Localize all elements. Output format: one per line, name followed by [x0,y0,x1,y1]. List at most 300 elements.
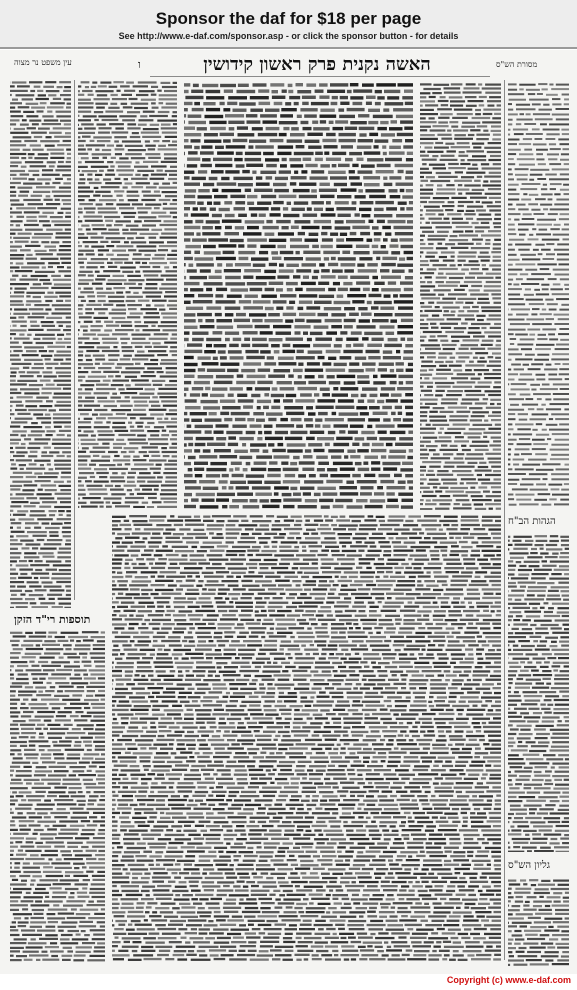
text-glyph-run [11,602,28,604]
text-glyph-run [516,108,536,110]
text-glyph-run [404,648,420,650]
text-glyph-run [88,732,105,734]
text-glyph-run [58,930,63,932]
text-glyph-run [82,829,96,831]
sponsor-banner-subtitle[interactable]: See http://www.e-daf.com/sponsor.asp - or click the sponsor button - for details [118,31,459,41]
text-glyph-run [310,550,318,552]
text-glyph-run [279,533,286,535]
text-glyph-run [520,254,536,256]
text-glyph-run [293,275,300,278]
text-glyph-run [86,695,93,697]
text-glyph-run [488,415,501,417]
text-glyph-run [461,601,465,603]
text-glyph-run [318,375,324,378]
text-glyph-run [329,121,334,124]
text-glyph-run [157,120,177,122]
text-glyph-run [420,508,432,510]
text-glyph-run [487,151,501,153]
text-glyph-run [372,226,379,229]
text-glyph-run [258,369,270,372]
text-glyph-run [540,313,552,315]
text-glyph-run [199,480,215,483]
text-glyph-run [163,623,175,625]
text-glyph-run [34,460,50,462]
sponsor-banner[interactable] [0,0,577,49]
text-glyph-run [453,495,468,497]
text-glyph-run [420,121,437,123]
text-glyph-run [29,560,33,562]
text-glyph-run [358,269,377,272]
text-glyph-run [389,176,401,179]
text-glyph-run [48,749,62,751]
text-glyph-run [207,554,223,556]
text-glyph-run [341,576,347,578]
text-glyph-run [116,195,122,197]
text-glyph-run [475,470,492,472]
text-glyph-run [163,316,177,318]
text-glyph-run [95,278,105,280]
text-glyph-run [337,558,355,560]
text-glyph-run [427,281,432,283]
text-glyph-run [420,420,427,422]
text-glyph-run [252,520,271,522]
text-glyph-run [508,333,514,335]
text-glyph-run [292,567,298,569]
text-glyph-run [209,640,214,642]
text-glyph-run [25,653,42,655]
text-glyph-run [12,275,18,277]
text-glyph-run [326,201,331,204]
text-glyph-run [536,483,546,485]
text-glyph-run [269,239,286,242]
text-glyph-run [493,627,501,629]
text-glyph-run [296,269,311,272]
text-glyph-run [197,550,207,552]
text-glyph-run [272,257,281,260]
text-glyph-run [428,636,445,638]
text-glyph-run [188,456,196,459]
text-glyph-run [315,424,321,427]
text-glyph-run [10,85,15,87]
text-glyph-run [28,157,32,159]
text-glyph-run [192,546,198,548]
text-glyph-run [303,559,318,561]
text-glyph-run [294,524,301,526]
text-glyph-run [83,779,93,781]
text-glyph-run [50,950,64,952]
text-glyph-run [86,144,105,146]
text-glyph-run [10,216,13,218]
text-glyph-run [78,434,88,436]
text-glyph-run [361,394,367,397]
text-glyph-run [233,177,252,180]
text-glyph-run [456,226,473,228]
text-glyph-run [10,782,23,784]
text-glyph-run [10,728,19,730]
text-glyph-run [470,348,485,350]
text-glyph-run [465,302,473,304]
text-glyph-run [217,182,237,185]
text-glyph-run [392,541,401,543]
text-glyph-run [404,606,419,608]
text-glyph-run [374,301,392,304]
text-glyph-run [187,575,192,577]
text-glyph-run [515,168,529,170]
text-glyph-run [17,665,28,667]
text-glyph-run [484,593,494,595]
text-glyph-run [408,558,412,560]
text-glyph-run [10,292,11,294]
text-glyph-run [314,301,332,304]
text-glyph-run [10,153,26,155]
text-glyph-run [166,279,177,281]
text-glyph-run [213,357,218,360]
text-glyph-run [359,528,376,530]
text-glyph-run [173,533,184,535]
text-glyph-run [53,417,71,419]
text-glyph-run [336,615,352,617]
text-glyph-run [532,429,537,431]
text-glyph-run [47,594,62,596]
text-glyph-run [82,631,99,633]
text-glyph-run [10,950,20,952]
text-glyph-run [134,321,141,323]
text-glyph-run [204,282,223,285]
text-glyph-run [421,361,432,363]
text-glyph-run [10,900,18,902]
text-glyph-run [81,715,92,717]
text-glyph-run [78,774,96,776]
text-glyph-run [112,317,126,319]
text-glyph-run [10,519,15,521]
text-glyph-run [106,325,119,327]
text-glyph-run [165,170,177,172]
text-glyph-run [558,138,569,140]
text-glyph-run [391,120,398,123]
text-glyph-run [102,338,117,340]
text-glyph-run [451,247,469,249]
text-glyph-run [382,226,391,229]
text-glyph-run [109,123,124,125]
text-glyph-run [64,123,71,125]
text-glyph-run [418,653,423,655]
text-glyph-run [41,484,57,486]
text-glyph-run [53,753,64,755]
text-glyph-run [439,365,447,367]
text-glyph-run [476,138,489,140]
text-glyph-run [74,867,79,869]
text-glyph-run [276,332,292,335]
text-glyph-run [56,115,71,117]
text-glyph-run [429,416,446,418]
text-glyph-run [50,157,64,159]
text-glyph-run [94,111,103,113]
text-glyph-run [10,447,13,449]
text-glyph-run [469,260,479,262]
text-glyph-run [115,220,130,222]
text-glyph-run [522,218,535,220]
text-glyph-run [101,232,120,234]
text-glyph-run [226,431,242,434]
text-glyph-run [152,300,167,302]
text-glyph-run [113,287,125,289]
text-glyph-run [508,134,510,136]
text-glyph-run [543,208,548,210]
text-glyph-run [10,510,13,512]
text-glyph-run [30,921,46,923]
text-glyph-run [293,369,303,372]
text-glyph-run [390,636,404,638]
text-glyph-run [225,313,234,316]
text-glyph-run [97,397,107,399]
text-glyph-run [371,593,385,595]
text-glyph-run [392,139,402,142]
text-glyph-run [400,610,415,612]
text-glyph-run [277,516,288,518]
text-glyph-run [90,955,106,957]
text-glyph-run [399,257,405,260]
text-glyph-run [324,515,329,517]
text-glyph-run [274,350,280,353]
text-glyph-run [299,183,316,186]
text-glyph-run [520,373,532,375]
text-glyph-run [478,381,492,383]
text-glyph-run [358,139,373,142]
text-glyph-run [477,361,487,363]
text-glyph-run [550,228,559,230]
text-glyph-run [466,491,481,493]
text-glyph-run [31,707,49,709]
text-glyph-run [426,222,430,224]
text-glyph-run [139,250,157,252]
text-glyph-run [451,602,459,604]
text-glyph-run [17,527,21,529]
text-glyph-run [10,573,18,575]
text-glyph-run [52,304,71,306]
text-glyph-run [418,627,425,629]
sponsor-banner-title[interactable]: Sponsor the daf for $18 per page [155,9,422,28]
text-glyph-run [282,344,290,347]
text-glyph-run [535,348,551,350]
text-glyph-run [120,358,131,360]
text-glyph-run [53,825,67,827]
text-glyph-run [229,344,239,347]
text-glyph-run [361,164,375,167]
text-glyph-run [225,282,245,285]
text-glyph-run [23,871,41,873]
text-glyph-run [54,460,71,462]
text-glyph-run [513,284,519,286]
text-glyph-run [46,434,53,436]
text-glyph-run [13,913,32,915]
text-glyph-run [177,623,194,625]
text-glyph-run [428,339,437,341]
text-glyph-run [30,884,34,886]
text-glyph-run [484,373,501,375]
text-glyph-run [104,321,113,323]
text-glyph-run [67,514,72,516]
text-glyph-run [451,623,466,625]
text-glyph-run [449,533,469,535]
text-glyph-run [194,257,213,260]
text-glyph-run [556,298,569,300]
text-glyph-run [216,257,236,260]
text-glyph-run [62,527,71,529]
text-glyph-run [479,462,486,464]
text-glyph-run [429,411,437,413]
text-glyph-run [370,499,385,502]
text-glyph-run [167,304,177,306]
text-glyph-run [121,632,139,634]
text-glyph-run [15,288,27,290]
text-glyph-run [538,163,546,165]
text-glyph-run [476,545,493,547]
text-glyph-run [65,216,71,218]
text-glyph-run [226,145,246,148]
text-glyph-run [282,493,292,496]
text-glyph-run [10,350,11,352]
text-glyph-run [277,623,296,625]
text-glyph-run [137,170,154,172]
text-glyph-run [350,425,364,428]
text-glyph-run [461,268,469,270]
text-glyph-run [447,130,451,132]
text-glyph-run [48,636,52,638]
text-glyph-run [420,327,428,329]
text-glyph-run [113,447,122,449]
text-glyph-run [524,149,532,151]
text-glyph-run [222,614,236,616]
text-glyph-run [420,394,421,396]
text-glyph-run [30,564,49,566]
text-glyph-run [398,481,406,484]
text-glyph-run [12,762,30,764]
text-glyph-run [493,369,502,371]
text-glyph-run [467,593,480,595]
text-glyph-run [153,266,161,268]
text-glyph-run [151,576,155,578]
text-glyph-run [57,690,63,692]
text-glyph-run [245,295,258,298]
text-glyph-run [70,825,85,827]
text-glyph-run [10,820,15,822]
text-glyph-run [188,631,192,633]
text-glyph-run [40,497,55,499]
text-glyph-run [464,281,482,283]
text-glyph-run [451,524,458,526]
text-glyph-run [258,572,274,574]
text-glyph-run [60,258,71,260]
text-glyph-run [109,300,125,302]
text-glyph-run [226,528,242,530]
text-glyph-run [420,336,427,338]
text-glyph-run [251,213,257,216]
text-glyph-run [93,648,105,650]
text-glyph-run [437,188,456,190]
text-glyph-run [554,224,561,226]
text-glyph-run [285,474,296,477]
text-glyph-run [347,294,366,297]
text-glyph-run [331,550,340,552]
text-glyph-run [137,661,150,663]
text-glyph-run [148,350,166,352]
text-glyph-run [85,161,104,163]
text-glyph-run [274,492,279,495]
text-glyph-run [490,606,501,608]
text-glyph-run [355,357,366,360]
text-glyph-run [469,584,489,586]
text-glyph-run [347,554,362,556]
text-glyph-run [313,127,329,130]
text-glyph-run [325,443,330,446]
text-glyph-run [232,425,246,428]
text-glyph-run [66,510,71,512]
text-glyph-run [154,333,169,335]
text-glyph-run [10,195,16,197]
text-glyph-run [405,276,413,279]
text-glyph-run [550,458,569,460]
text-glyph-run [436,277,447,279]
text-glyph-run [334,363,347,366]
text-glyph-run [86,304,101,306]
text-glyph-run [383,606,401,608]
text-glyph-run [306,306,320,309]
text-glyph-run [294,662,314,664]
text-glyph-run [530,489,548,491]
text-glyph-run [383,177,387,180]
text-glyph-run [290,164,303,167]
text-glyph-run [317,468,325,471]
text-glyph-run [95,694,105,696]
text-glyph-run [395,597,414,599]
text-glyph-run [482,184,501,186]
text-glyph-run [10,686,22,688]
text-glyph-run [153,384,163,386]
text-glyph-run [359,562,371,564]
text-glyph-run [78,459,87,461]
text-glyph-run [225,226,232,229]
text-glyph-run [10,846,18,848]
text-glyph-run [161,498,178,500]
text-glyph-run [112,393,117,395]
text-glyph-run [564,408,569,410]
text-glyph-run [433,125,449,127]
text-glyph-run [134,524,153,526]
text-glyph-run [169,409,177,411]
text-glyph-run [163,203,167,205]
text-glyph-run [536,153,543,155]
text-glyph-run [344,325,353,328]
text-glyph-run [563,363,570,365]
text-glyph-run [46,926,56,928]
text-glyph-run [38,552,54,554]
text-glyph-run [119,115,136,117]
text-glyph-run [88,901,94,903]
text-glyph-run [108,451,118,453]
text-glyph-run [439,503,450,505]
text-glyph-run [78,208,82,210]
text-glyph-run [116,203,130,205]
text-glyph-run [360,232,370,235]
text-glyph-run [160,375,177,377]
text-glyph-run [82,497,100,499]
text-glyph-run [342,251,350,254]
text-glyph-run [529,99,549,101]
text-glyph-run [163,532,171,534]
text-glyph-run [288,657,293,659]
text-glyph-run [22,119,27,121]
text-glyph-run [515,358,532,360]
